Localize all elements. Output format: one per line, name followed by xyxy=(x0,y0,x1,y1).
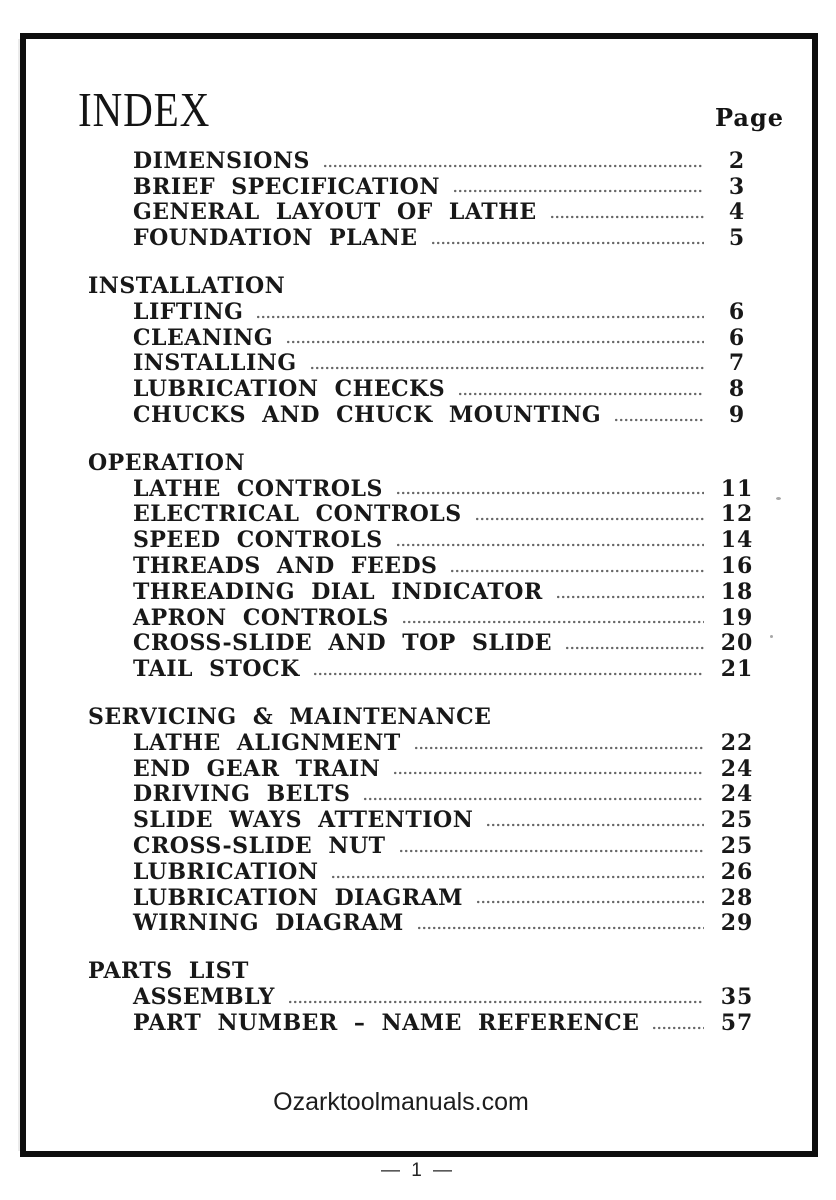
toc-entry-page: 22 xyxy=(720,729,754,756)
toc-entry-label: LIFTING xyxy=(133,298,244,325)
toc-entry-page: 28 xyxy=(720,884,754,911)
toc-entry-label: CHUCKS AND CHUCK MOUNTING xyxy=(133,402,602,429)
toc-entry-page: 20 xyxy=(720,630,754,657)
toc-entry-page: 2 xyxy=(728,147,746,174)
toc-entry-label: ASSEMBLY xyxy=(133,984,275,1010)
toc-entry-label: THREADS AND FEEDS xyxy=(133,553,438,580)
toc-entry-page: 16 xyxy=(720,553,754,580)
toc-entry xyxy=(133,985,760,1011)
toc-entry-label: LUBRICATION CHECKS xyxy=(133,376,446,403)
toc-entry xyxy=(133,528,760,554)
scan-speck xyxy=(776,497,781,500)
toc-entry-page: 18 xyxy=(720,578,754,605)
toc-entry-label: LATHE ALIGNMENT xyxy=(133,729,401,756)
dot-leader xyxy=(487,823,704,827)
toc-entry xyxy=(133,757,760,783)
toc-entry-label: LUBRICATION xyxy=(133,858,319,885)
toc-entry-page: 57 xyxy=(720,1009,754,1036)
page-number-footer: — 1 — xyxy=(380,1160,456,1181)
toc-entry-page: 8 xyxy=(728,376,746,403)
dot-leader xyxy=(615,418,704,422)
toc-entry-label: APRON CONTROLS xyxy=(133,604,389,631)
dot-leader xyxy=(289,1000,704,1004)
dot-leader xyxy=(394,771,704,775)
toc-entry xyxy=(133,351,760,377)
toc-entry-label: INSTALLING xyxy=(133,350,297,377)
toc-entry-label: SPEED CONTROLS xyxy=(133,527,383,554)
dot-leader xyxy=(397,543,704,547)
toc-entry-page: 25 xyxy=(720,833,754,860)
toc-entry xyxy=(133,403,760,429)
toc-entry-label: END GEAR TRAIN xyxy=(133,755,381,782)
toc-entry-label: TAIL STOCK xyxy=(133,656,300,683)
toc-entry xyxy=(133,731,760,757)
toc-entry-label: PART NUMBER – NAME REFERENCE xyxy=(133,1009,640,1036)
toc-entry xyxy=(133,226,760,252)
toc-entry xyxy=(133,911,760,937)
toc-entry xyxy=(133,834,760,860)
toc-entry-label: WIRNING DIAGRAM xyxy=(133,910,404,937)
toc-entry-page: 11 xyxy=(720,475,754,502)
toc-entry-label: LATHE CONTROLS xyxy=(133,475,383,502)
toc-entry xyxy=(133,502,760,528)
toc-entry xyxy=(133,175,760,201)
toc-entry-page: 7 xyxy=(728,350,746,377)
toc-entry-page: 6 xyxy=(728,324,746,351)
toc-entry-label: CLEANING xyxy=(133,324,274,351)
toc-entry-page: 19 xyxy=(720,604,754,631)
toc-entry-page: 5 xyxy=(728,225,746,252)
toc-entry-page: 29 xyxy=(720,910,754,937)
toc-entry xyxy=(133,860,760,886)
toc-entry-page: 24 xyxy=(720,755,754,782)
toc-entry xyxy=(133,580,760,606)
page-column-label: Page xyxy=(714,103,784,132)
title-row xyxy=(78,83,784,137)
toc-section xyxy=(26,959,760,1036)
toc-entry xyxy=(133,200,760,226)
toc-entry-page: 25 xyxy=(720,807,754,834)
toc-entry-label: FOUNDATION PLANE xyxy=(133,225,418,252)
toc xyxy=(26,149,812,1037)
toc-entry-label: LUBRICATION DIAGRAM xyxy=(133,884,464,911)
toc-entry-page: 6 xyxy=(728,298,746,325)
toc-entry xyxy=(133,808,760,834)
page-title: INDEX xyxy=(78,82,211,137)
dot-leader xyxy=(287,340,704,344)
toc-entry-label: THREADING DIAL INDICATOR xyxy=(133,578,543,605)
toc-entry-page: 12 xyxy=(720,501,754,528)
toc-entry-page: 35 xyxy=(720,984,754,1010)
toc-entry-label: SLIDE WAYS ATTENTION xyxy=(133,807,474,834)
toc-entry xyxy=(133,377,760,403)
dot-leader xyxy=(415,746,704,750)
toc-entry xyxy=(133,631,760,657)
section-heading: OPERATION xyxy=(88,449,246,476)
dot-leader xyxy=(551,215,704,219)
dot-leader xyxy=(451,569,704,573)
section-heading: SERVICING & MAINTENANCE xyxy=(88,704,492,731)
dot-leader xyxy=(418,926,704,930)
toc-entry-label: ELECTRICAL CONTROLS xyxy=(133,501,462,528)
toc-entry-page: 14 xyxy=(720,527,754,554)
toc-entry xyxy=(133,326,760,352)
toc-entry-page: 24 xyxy=(720,781,754,808)
dot-leader xyxy=(557,595,704,599)
toc-entry xyxy=(133,1011,760,1037)
dot-leader xyxy=(400,849,704,853)
toc-entry xyxy=(133,606,760,632)
footer-watermark: Ozarktoolmanuals.com xyxy=(273,1088,529,1116)
toc-section xyxy=(26,274,760,429)
toc-section xyxy=(26,451,760,683)
toc-entry xyxy=(133,554,760,580)
dot-leader xyxy=(364,797,704,801)
dot-leader xyxy=(332,875,704,879)
dot-leader xyxy=(477,900,704,904)
dot-leader xyxy=(311,366,704,370)
toc-entry-label: DIMENSIONS xyxy=(133,147,310,174)
dot-leader xyxy=(476,517,704,521)
toc-entry xyxy=(133,782,760,808)
toc-entry-label: GENERAL LAYOUT OF LATHE xyxy=(133,199,537,226)
toc-section xyxy=(26,149,760,252)
toc-entry-page: 4 xyxy=(728,199,746,226)
toc-entry xyxy=(133,657,760,683)
toc-entry-label: BRIEF SPECIFICATION xyxy=(133,173,440,200)
toc-entry xyxy=(133,149,760,175)
page-frame xyxy=(20,33,818,1157)
toc-entry-label: DRIVING BELTS xyxy=(133,781,351,808)
toc-entry-label: CROSS-SLIDE AND TOP SLIDE xyxy=(133,630,552,657)
dot-leader xyxy=(324,164,704,168)
toc-entry xyxy=(133,300,760,326)
dot-leader xyxy=(653,1026,704,1030)
toc-entry-page: 21 xyxy=(720,656,754,683)
toc-section xyxy=(26,705,760,937)
dot-leader xyxy=(314,672,704,676)
dot-leader xyxy=(403,620,704,624)
dot-leader xyxy=(257,315,704,319)
toc-entry-page: 9 xyxy=(728,402,746,429)
dot-leader xyxy=(454,189,704,193)
section-heading: PARTS LIST xyxy=(88,958,249,985)
toc-entry-page: 26 xyxy=(720,858,754,885)
dot-leader xyxy=(566,646,704,650)
dot-leader xyxy=(397,491,704,495)
scan-speck xyxy=(770,635,773,638)
section-heading: INSTALLATION xyxy=(88,273,286,300)
toc-entry-label: CROSS-SLIDE NUT xyxy=(133,833,386,860)
toc-entry xyxy=(133,886,760,912)
toc-entry xyxy=(133,477,760,503)
dot-leader xyxy=(432,241,704,245)
toc-entry-page: 3 xyxy=(728,173,746,200)
dot-leader xyxy=(459,392,704,396)
